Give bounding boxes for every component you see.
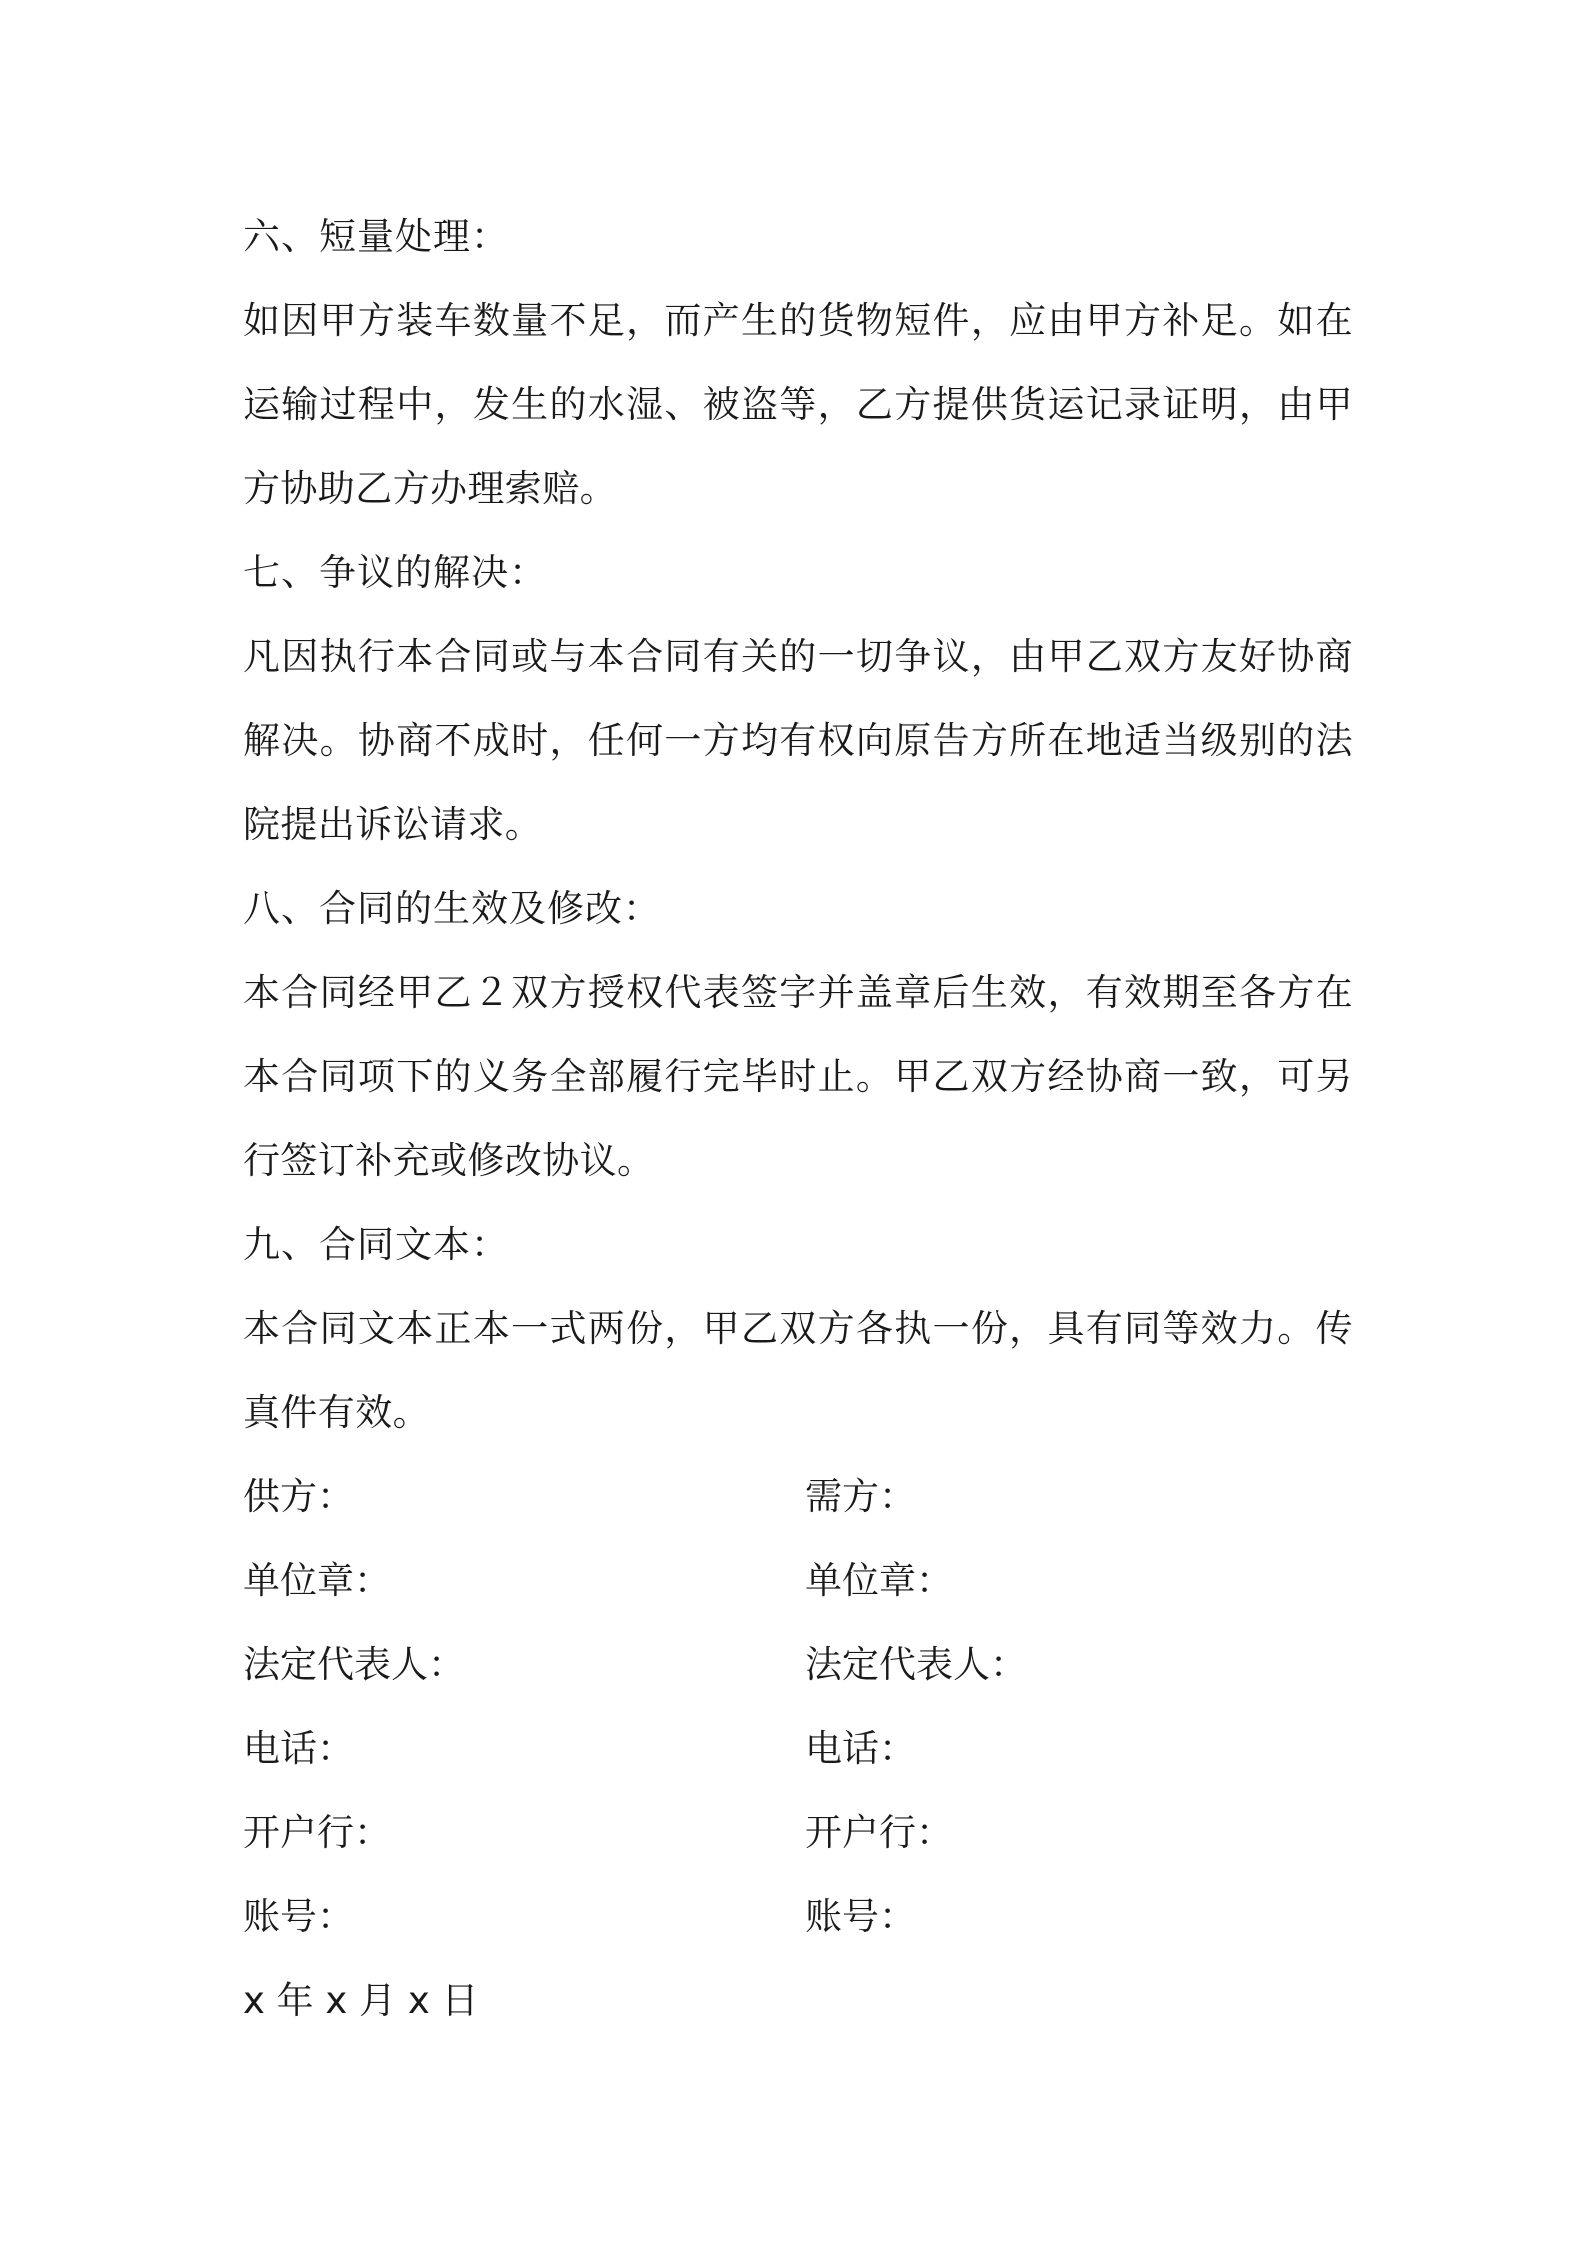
contract-page: [243, 195, 1353, 2043]
section-9-body: 本合同文本正本一式两份，甲乙双方各执一份，具有同等效力。传真件有效。: [243, 1307, 1353, 1434]
buyer-legal-rep-label: 法定代表人：: [805, 1643, 1027, 1686]
section-6-heading: 六、短量处理：: [243, 215, 509, 258]
supplier-bank-label: 开户行：: [243, 1811, 391, 1854]
buyer-bank-label: 开户行：: [805, 1811, 953, 1854]
buyer-seal-label: 单位章：: [805, 1559, 953, 1602]
section-8-body: 本合同经甲乙２双方授权代表签字并盖章后生效，有效期至各方在本合同项下的义务全部履行完毕时止。甲乙双方经协商一致，可另行签订补充或修改协议。: [243, 971, 1353, 1182]
supplier-legal-rep-label: 法定代表人：: [243, 1643, 465, 1686]
section-7-body: 凡因执行本合同或与本合同有关的一切争议，由甲乙双方友好协商解决。协商不成时，任何一方均有权向原告方所在地适当级别的法院提出诉讼请求。: [243, 635, 1353, 846]
supplier-label: 供方：: [243, 1475, 354, 1518]
supplier-phone-label: 电话：: [243, 1727, 354, 1770]
section-7-heading: 七、争议的解决：: [243, 551, 547, 594]
buyer-phone-label: 电话：: [805, 1727, 916, 1770]
contract-date: x 年 x 月 x 日: [243, 1979, 479, 2022]
section-9-heading: 九、合同文本：: [243, 1223, 509, 1266]
supplier-seal-label: 单位章：: [243, 1559, 391, 1602]
section-6-body: 如因甲方装车数量不足，而产生的货物短件，应由甲方补足。如在运输过程中，发生的水湿、被盗等，乙方提供货运记录证明，由甲方协助乙方办理索赔。: [243, 299, 1353, 510]
buyer-label: 需方：: [805, 1475, 916, 1518]
buyer-account-label: 账号：: [805, 1895, 916, 1938]
supplier-account-label: 账号：: [243, 1895, 354, 1938]
signature-block: [243, 1455, 1353, 1959]
section-8-heading: 八、合同的生效及修改：: [243, 887, 661, 930]
